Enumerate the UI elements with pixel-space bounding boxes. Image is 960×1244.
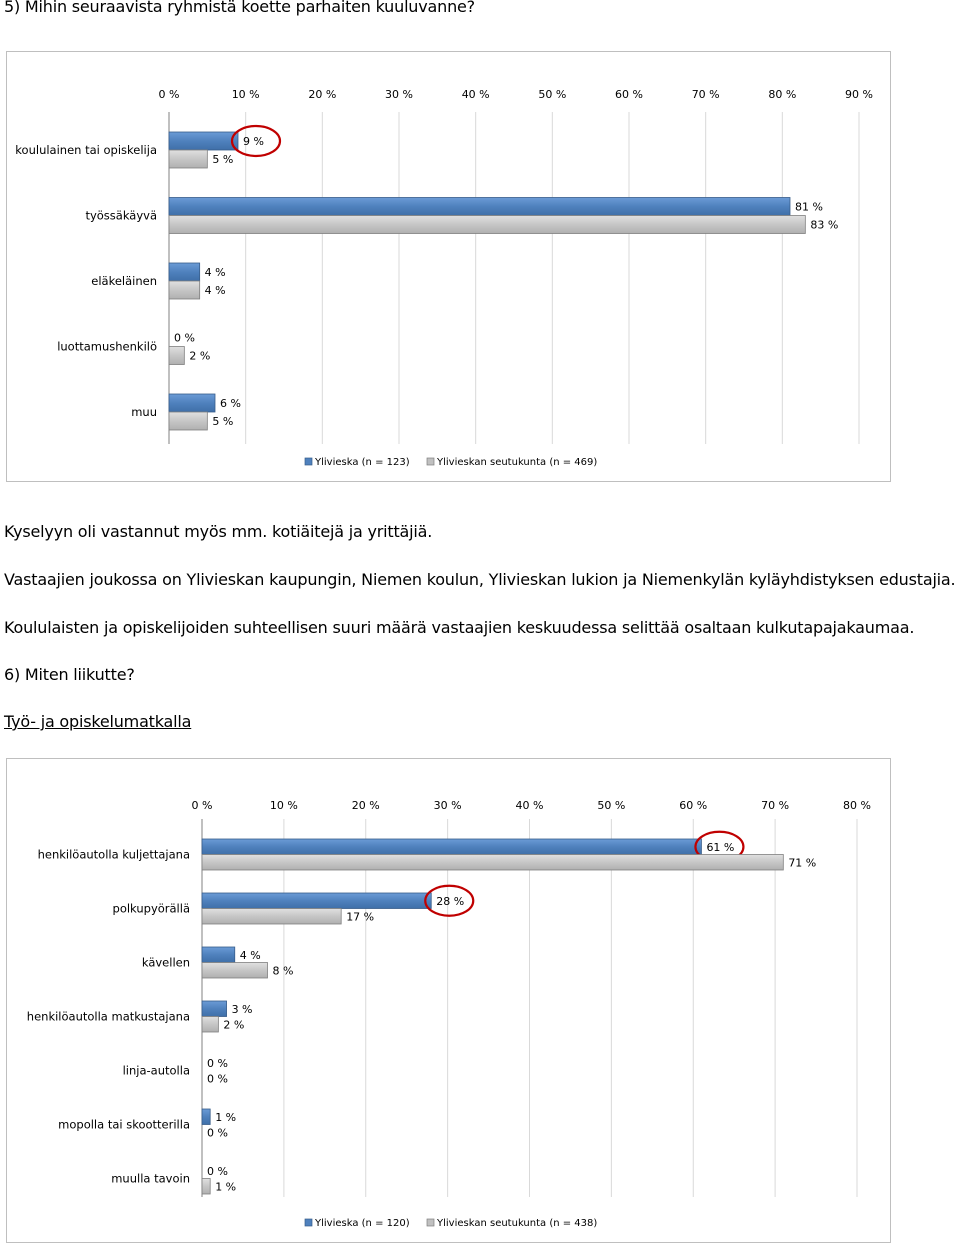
legend-label: Ylivieskan seutukunta (n = 469) (437, 457, 598, 468)
data-label: 1 % (215, 1180, 237, 1194)
bar-ylivieska (169, 394, 215, 412)
data-label: 6 % (220, 397, 241, 410)
x-tick-label: 30 % (385, 88, 413, 101)
question-5-heading: 5) Mihin seuraavista ryhmistä koette parhaiten kuuluvanne? (4, 0, 475, 16)
bar-seutukunta (169, 216, 805, 234)
data-label: 1 % (215, 1110, 237, 1124)
legend-swatch (427, 1219, 434, 1226)
legend-swatch (305, 458, 312, 465)
category-label: linja-autolla (122, 1063, 190, 1078)
paragraph-other-respondents: Kyselyyn oli vastannut myös mm. kotiäitejä ja yrittäjiä. (4, 522, 433, 541)
data-label: 4 % (204, 266, 226, 279)
bar-seutukunta (169, 150, 207, 168)
bar-seutukunta (202, 909, 341, 925)
bar-ylivieska (202, 1001, 227, 1017)
bar-seutukunta (169, 347, 184, 365)
data-label: 0 % (207, 1164, 228, 1178)
data-label: 71 % (788, 856, 817, 870)
data-label: 3 % (231, 1002, 253, 1016)
bar-ylivieska (202, 1109, 210, 1125)
data-label: 5 % (212, 415, 234, 428)
x-tick-label: 20 % (351, 799, 380, 812)
chart-2-commute-mode (6, 758, 891, 1243)
bar-ylivieska (169, 263, 200, 281)
data-label: 2 % (189, 349, 211, 363)
data-label: 28 % (436, 894, 465, 908)
category-label: henkilöautolla matkustajana (26, 1009, 190, 1024)
x-tick-label: 50 % (538, 88, 567, 101)
x-tick-label: 80 % (843, 799, 871, 812)
bar-seutukunta (169, 281, 200, 299)
x-tick-label: 60 % (615, 88, 643, 101)
x-tick-label: 10 % (231, 88, 260, 101)
data-label: 0 % (174, 331, 195, 345)
data-label: 4 % (239, 948, 261, 962)
bar-seutukunta (202, 1179, 210, 1195)
chart-2-svg (7, 759, 890, 1242)
category-label: mopolla tai skootterilla (58, 1117, 190, 1132)
x-tick-label: 70 % (761, 799, 790, 812)
legend-label: Ylivieska (n = 123) (315, 457, 410, 468)
data-label: 2 % (223, 1018, 245, 1032)
paragraph-students-explanation: Koululaisten ja opiskelijoiden suhteellisen suuri määrä vastaajien keskuudessa selittää osaltaan kulkutapajakaumaa. (4, 618, 915, 637)
legend-swatch (305, 1219, 312, 1226)
data-label: 61 % (706, 840, 735, 854)
bar-ylivieska (202, 947, 235, 963)
data-label: 8 % (272, 964, 294, 978)
data-label: 9 % (243, 135, 264, 148)
category-label: koululainen tai opiskelija (15, 143, 157, 157)
x-tick-label: 30 % (433, 799, 462, 812)
subheading-commute: Työ- ja opiskelumatkalla (4, 712, 192, 731)
category-label: työssäkäyvä (85, 208, 157, 223)
x-tick-label: 70 % (691, 88, 720, 101)
legend-label: Ylivieskan seutukunta (n = 438) (437, 1218, 598, 1229)
category-label: muulla tavoin (111, 1171, 190, 1186)
chart-1-group-membership (6, 51, 891, 482)
data-label: 0 % (207, 1126, 228, 1140)
x-tick-label: 40 % (461, 88, 490, 101)
paragraph-representatives: Vastaajien joukossa on Ylivieskan kaupungin, Niemen koulun, Ylivieskan lukion ja Niemenkylän kyläyhdistyksen edustajia. (4, 570, 956, 589)
bar-seutukunta (202, 1017, 218, 1033)
bar-ylivieska (169, 132, 238, 150)
data-label: 4 % (204, 284, 226, 297)
x-tick-label: 40 % (515, 799, 544, 812)
category-label: luottamushenkilö (57, 339, 157, 354)
bar-seutukunta (169, 412, 207, 430)
data-label: 81 % (795, 200, 823, 214)
category-label: eläkeläinen (91, 274, 157, 288)
category-label: muu (131, 405, 157, 419)
bar-ylivieska (202, 839, 701, 855)
x-tick-label: 0 % (158, 88, 180, 101)
x-tick-label: 60 % (679, 799, 708, 812)
bar-ylivieska (169, 198, 790, 216)
x-tick-label: 0 % (191, 799, 213, 812)
x-tick-label: 20 % (308, 88, 337, 101)
data-label: 83 % (810, 218, 839, 232)
question-6-heading: 6) Miten liikutte? (4, 665, 135, 684)
data-label: 0 % (207, 1072, 228, 1086)
bar-seutukunta (202, 855, 783, 871)
category-label: kävellen (141, 955, 190, 970)
category-label: polkupyörällä (112, 901, 190, 916)
chart-1-svg (7, 52, 890, 481)
data-label: 5 % (212, 153, 234, 166)
bar-ylivieska (202, 893, 431, 909)
legend-label: Ylivieska (n = 120) (315, 1218, 410, 1229)
x-tick-label: 10 % (269, 799, 298, 812)
legend-swatch (427, 458, 434, 465)
category-label: henkilöautolla kuljettajana (37, 847, 190, 862)
data-label: 17 % (346, 910, 375, 924)
x-tick-label: 80 % (768, 88, 797, 101)
bar-seutukunta (202, 963, 268, 979)
x-tick-label: 50 % (597, 799, 626, 812)
x-tick-label: 90 % (845, 88, 873, 101)
data-label: 0 % (207, 1056, 228, 1070)
